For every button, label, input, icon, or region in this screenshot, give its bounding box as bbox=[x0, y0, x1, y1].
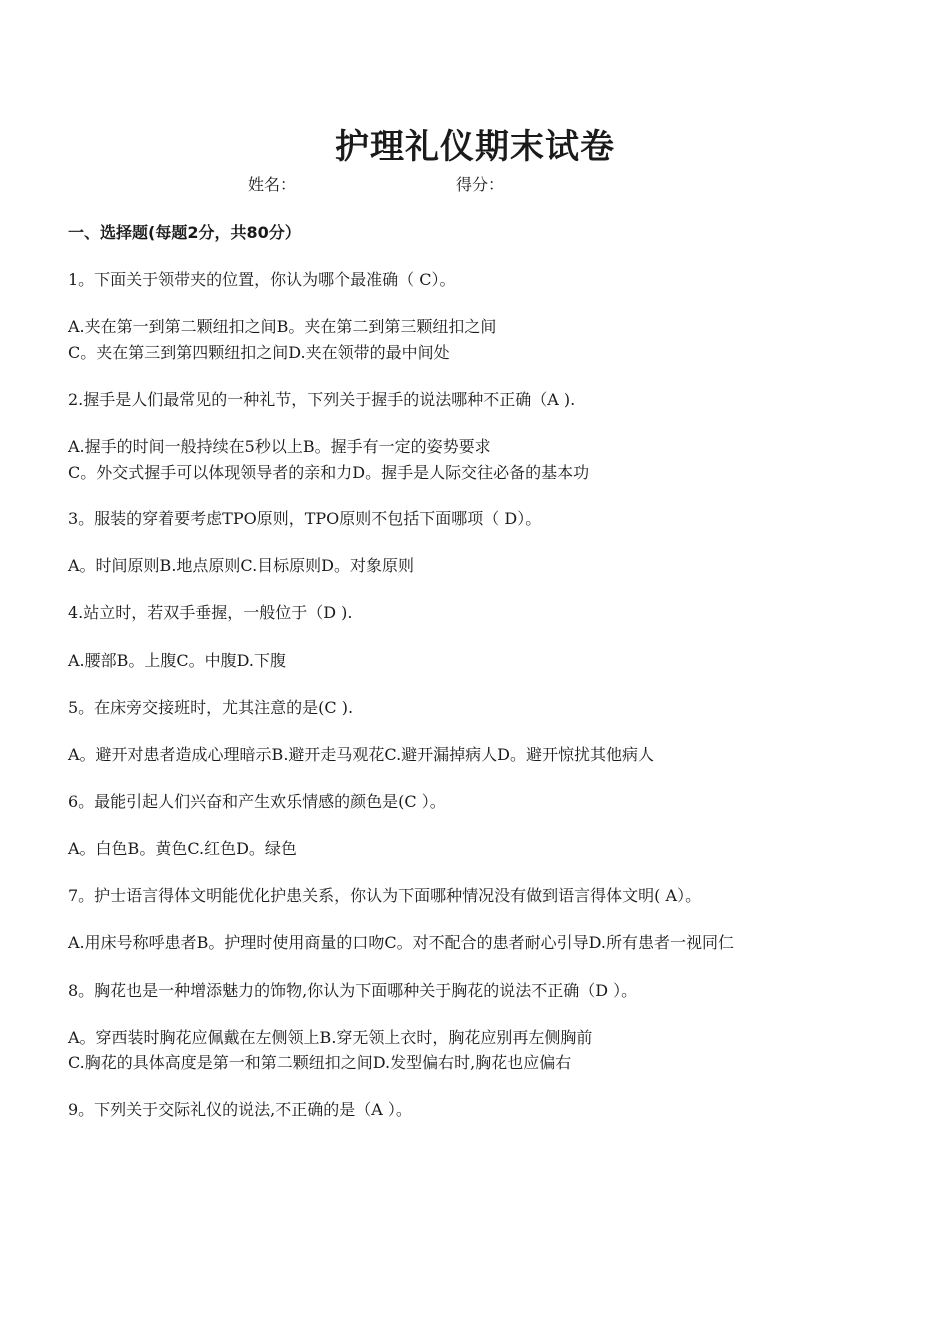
question-2-stem: 2.握手是人们最常见的一种礼节，下列关于握手的说法哪种不正确（A ). bbox=[68, 390, 576, 409]
question-1-stem: 1。下面关于领带夹的位置，你认为哪个最准确（ C）。 bbox=[68, 270, 456, 289]
question-5-options-line-1: A。避开对患者造成心理暗示B.避开走马观花C.避开漏掉病人D。避开惊扰其他病人 bbox=[68, 745, 654, 764]
question-8-options-line-1: A。穿西装时胸花应佩戴在左侧领上B.穿无领上衣时，胸花应别再左侧胸前 bbox=[68, 1028, 593, 1047]
question-8-stem: 8。胸花也是一种增添魅力的饰物,你认为下面哪种关于胸花的说法不正确（D ）。 bbox=[68, 981, 638, 1000]
student-info-row bbox=[0, 172, 950, 198]
question-2-options-line-2: C。外交式握手可以体现领导者的亲和力D。握手是人际交往必备的基本功 bbox=[68, 463, 590, 482]
question-7-stem: 7。护士语言得体文明能优化护患关系，你认为下面哪种情况没有做到语言得体文明( A）。 bbox=[68, 886, 702, 905]
question-4-stem: 4.站立时，若双手垂握，一般位于（D ). bbox=[68, 603, 353, 622]
question-6-stem: 6。最能引起人们兴奋和产生欢乐情感的颜色是(C ）。 bbox=[68, 792, 446, 811]
question-2-options-line-1: A.握手的时间一般持续在5秒以上B。握手有一定的姿势要求 bbox=[68, 437, 491, 456]
question-8-options-line-2: C.胸花的具体高度是第一和第二颗纽扣之间D.发型偏右时,胸花也应偏右 bbox=[68, 1053, 572, 1072]
name-label: 姓名： bbox=[248, 175, 297, 194]
question-5-stem: 5。在床旁交接班时，尤其注意的是(C ). bbox=[68, 698, 354, 717]
question-1-options-line-1: A.夹在第一到第二颗纽扣之间B。夹在第二到第三颗纽扣之间 bbox=[68, 317, 497, 336]
question-7-options-line-1: A.用床号称呼患者B。护理时使用商量的口吻C。对不配合的患者耐心引导D.所有患者一视同仁 bbox=[68, 933, 734, 952]
question-3-options-line-1: A。时间原则B.地点原则C.目标原则D。对象原则 bbox=[68, 556, 414, 575]
question-9-stem: 9。下列关于交际礼仪的说法,不正确的是（A ）。 bbox=[68, 1100, 412, 1119]
question-6-options-line-1: A。白色B。黄色C.红色D。绿色 bbox=[68, 839, 297, 858]
question-1-options-line-2: C。夹在第三到第四颗纽扣之间D.夹在领带的最中间处 bbox=[68, 343, 450, 362]
question-4-options-line-1: A.腰部B。上腹C。中腹D.下腹 bbox=[68, 651, 286, 670]
exam-title: 护理礼仪期末试卷 bbox=[335, 127, 615, 167]
question-3-stem: 3。服装的穿着要考虑TPO原则，TPO原则不包括下面哪项（ D）。 bbox=[68, 509, 542, 528]
score-label: 得分： bbox=[456, 175, 505, 194]
section-heading: 一、选择题(每题2分，共80分） bbox=[68, 223, 301, 242]
